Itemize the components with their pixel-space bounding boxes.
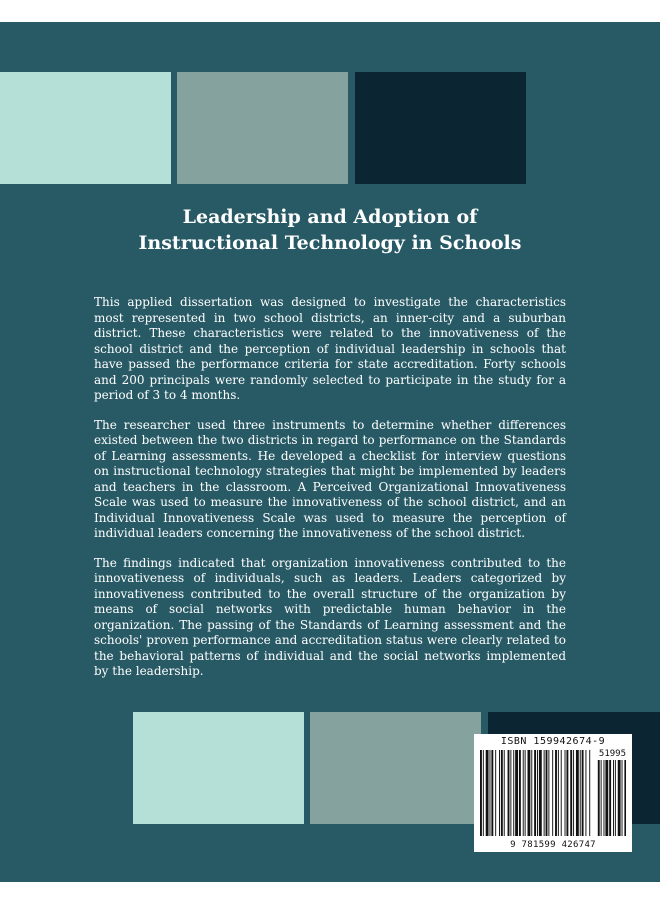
barcode-stripe <box>601 760 602 836</box>
barcode-stripe <box>566 750 568 836</box>
barcode-stripe <box>539 750 542 836</box>
barcode-stripe <box>604 760 605 836</box>
barcode-stripe <box>576 750 579 836</box>
barcode-stripe <box>513 750 514 836</box>
barcode-stripe <box>515 750 518 836</box>
barcode-stripe <box>548 750 549 836</box>
barcode-stripe <box>546 750 548 836</box>
top-dark-block <box>355 72 526 184</box>
barcode-stripe <box>598 760 600 836</box>
barcode-stripe <box>582 750 584 836</box>
paragraph-2: The researcher used three instruments to determine whether differences existed between the two districts in regard to performance on the Standards of Learning assessments. He developed a checklist for interview questions on instructional technology strategies that might be implemented by leaders and teachers in the classroom. A Perceived Organizational Innovativeness Scale was used to measure the innovativeness of the school district, and an Individual Innovativeness Scale was used to measure the perception of individual leaders concerning the innovativeness of the school district. <box>94 417 566 540</box>
paragraph-3: The findings indicated that organization innovativeness contributed to the innovativeness of individuals, such as leaders. Leaders categorized by innovativeness contributed to the overall structure of the organization by means of social networks with predictable human behavior in the organization. The passing of the Standards of Learning assessment and the schools' proven performance and accreditation status were clearly related to the behavioral patterns of individual and the social networks implemented by the leadership. <box>94 555 566 678</box>
barcode-stripe <box>491 750 493 836</box>
barcode-stripe <box>573 750 574 836</box>
barcode-stripe <box>624 760 626 836</box>
barcode-stripe <box>525 750 526 836</box>
barcode-stripe <box>585 750 586 836</box>
barcode-stripe <box>495 750 496 836</box>
barcode-stripe <box>555 750 557 836</box>
top-light-block <box>0 72 171 184</box>
barcode-stripe <box>523 750 524 836</box>
book-title <box>0 204 660 256</box>
barcode-stripe <box>508 750 510 836</box>
price-code: 51995 <box>598 749 626 759</box>
bottom-gray-block <box>310 712 481 824</box>
top-gray-block <box>177 72 348 184</box>
barcode-stripe <box>558 750 559 836</box>
barcode-stripe <box>552 750 553 836</box>
barcode-stripe <box>613 760 614 836</box>
barcode-stripe <box>580 750 581 836</box>
barcode-stripe <box>609 760 611 836</box>
barcode-stripe <box>531 750 532 836</box>
isbn-label: ISBN 159942674-9 <box>500 736 606 747</box>
barcode-stripe <box>483 750 484 836</box>
barcode-stripe <box>537 750 538 836</box>
barcode-digits: 9 781599 426747 <box>510 840 596 850</box>
isbn-barcode <box>474 734 632 852</box>
barcode-stripe <box>528 750 531 836</box>
title-line-1: Leadership and Adoption of <box>182 206 478 228</box>
barcode-stripe <box>618 760 621 836</box>
barcode-stripe <box>480 750 482 836</box>
barcode-bars <box>480 750 626 836</box>
barcode-stripe <box>570 750 572 836</box>
barcode-stripe <box>615 760 616 836</box>
barcode-stripe <box>544 750 545 836</box>
barcode-stripe <box>589 750 590 836</box>
barcode-stripe <box>519 750 521 836</box>
book-description <box>94 295 566 694</box>
barcode-stripe <box>501 750 503 836</box>
barcode-stripe <box>490 750 491 836</box>
barcode-stripe <box>622 760 623 836</box>
barcode-stripe <box>605 760 608 836</box>
barcode-stripe <box>561 750 562 836</box>
barcode-stripe <box>504 750 505 836</box>
bottom-light-block <box>133 712 304 824</box>
barcode-stripe <box>565 750 566 836</box>
barcode-stripe <box>510 750 511 836</box>
barcode-stripe <box>486 750 489 836</box>
barcode-stripe <box>499 750 500 836</box>
title-line-2: Instructional Technology in Schools <box>138 232 522 254</box>
paragraph-1: This applied dissertation was designed to investigate the characteristics most represented in two school districts, an inner-city and a suburban district. These characteristics were related to the innovativeness of the school district and the perception of individual leadership in schools that have passed the performance criteria for state accreditation. Forty schools and 200 principals were randomly selected to participate in the study for a period of 3 to 4 months. <box>94 295 566 402</box>
barcode-stripe <box>534 750 536 836</box>
